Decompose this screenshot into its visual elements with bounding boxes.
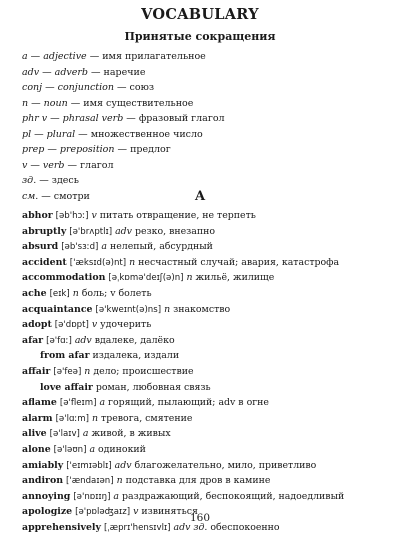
vocabulary-entry [22,411,394,427]
abbreviation-meaning: имя прилагательное [99,51,206,62]
definition: подставка для дров в камине [125,475,271,487]
abbreviation-term: phr v — phrasal verb — [22,113,136,124]
definition: раздражающий, беспокоящий, надоедливый [121,490,345,502]
definition: питать отвращение, не терпеть [99,210,256,221]
part-of-speech: a [99,397,106,409]
vocabulary-subentry [22,380,394,396]
transcription: [ə'laɪv] [49,429,80,440]
part-of-speech: adv зд. [173,521,208,533]
abbreviation-term: pl — plural — [22,128,88,140]
definition: роман, любовная связь [95,381,211,393]
definition: вдалеке, далёко [94,334,175,346]
abbreviations-heading: Принятые сокращения [124,30,276,43]
part-of-speech: n [92,412,99,424]
transcription: [əb'hɔː] [55,211,89,221]
abbreviation-line [22,80,392,96]
definition: боль; v болеть [81,287,152,299]
headword: alive [22,428,47,440]
abbreviation-line [22,111,392,127]
headword: andiron [22,475,64,487]
transcription: [ə'lɑːm] [55,413,90,424]
definition: живой, в живых [91,428,171,440]
transcription: [eɪk] [49,288,70,299]
abbreviation-term: conj — conjunction — [22,82,127,93]
abbreviation-meaning: множественное число [87,128,203,140]
headword: love affair [40,381,93,393]
part-of-speech: n [72,287,79,299]
part-of-speech: n [164,303,171,315]
abbreviation-line [22,49,392,65]
part-of-speech: adv [115,225,132,237]
vocabulary-entry [22,364,394,380]
page-number: 160 [189,512,211,524]
vocabulary-entry [22,333,394,349]
abbreviation-line [22,142,392,158]
headword: apprehensively [22,521,101,533]
abbreviation-term: n — noun — [22,97,81,109]
definition: одинокий [98,443,146,455]
definition: дело; происшествие [93,365,194,377]
headword: aflame [22,397,57,409]
headword: abruptly [22,225,67,237]
part-of-speech: adv [74,334,92,346]
headword: annoying [22,490,71,502]
vocabulary-entries [22,208,394,535]
part-of-speech: adv [114,459,132,471]
abbreviation-line [22,158,392,174]
headword: amiably [22,459,64,471]
transcription: ['æksɪd(ə)nt] [69,257,127,268]
part-of-speech: a [113,490,119,502]
abbreviation-term: см. — [22,190,51,202]
headword: ache [22,287,47,299]
section-letter: A [194,189,206,204]
definition: обеспокоенно [210,521,280,533]
vocabulary-entry [22,489,394,505]
part-of-speech: n [116,475,123,487]
headword: acquaintance [22,303,93,315]
headword: accommodation [22,272,106,284]
vocabulary-entry [22,442,394,458]
vocabulary-entry [22,317,394,333]
abbreviation-line [22,173,392,189]
vocabulary-entry [22,270,394,286]
definition: благожелательно, мило, приветливо [134,459,317,471]
abbreviation-term: зд. — [22,175,49,186]
abbreviation-term: adv — adverb — [22,66,101,78]
abbreviation-term: a — adjective — [22,51,100,62]
definition: несчастный случай; авария, катастрофа [138,256,340,268]
vocabulary-entry [22,239,394,255]
headword: apologize [22,506,73,518]
page-title: VOCABULARY [141,6,259,23]
definition: извиняться [141,506,198,518]
part-of-speech: a [82,428,89,440]
transcription: ['eɪmɪəblɪ] [66,460,112,471]
vocabulary-entry [22,208,394,224]
part-of-speech: v [133,506,139,518]
headword: abhor [22,210,53,221]
transcription: [ə'kweɪnt(ə)ns] [95,304,162,315]
definition: тревога, смятение [101,412,193,424]
abbreviation-meaning: имя существительное [80,97,194,109]
definition: нелепый, абсурдный [109,241,213,253]
vocabulary-subentry [22,348,394,364]
abbreviation-line [22,127,392,143]
definition: горящий, пылающий; adv в огне [108,397,269,409]
part-of-speech: n [84,365,91,377]
headword: afar [22,334,44,346]
abbreviation-meaning: глагол [77,159,114,171]
part-of-speech: a [89,443,96,455]
abbreviation-meaning: фразовый глагол [135,113,225,124]
transcription: ['ændaɪən] [66,476,114,487]
definition: знакомство [173,303,231,315]
definition: удочерить [100,319,152,331]
transcription: [ə'brʌptlɪ] [69,226,113,237]
headword: alarm [22,412,53,424]
abbreviation-term: v — verb — [22,159,78,171]
vocabulary-entry [22,224,394,240]
headword: adopt [22,319,52,331]
abbreviation-meaning: смотри [50,190,90,202]
abbreviation-meaning: здесь [48,175,79,186]
part-of-speech: n [129,256,136,268]
headword: accident [22,256,67,268]
vocabulary-entry [22,395,394,411]
abbreviations-list [22,49,392,204]
transcription: [ə'feə] [53,366,82,377]
vocabulary-entry [22,286,394,302]
abbreviation-meaning: наречие [100,66,146,78]
definition: издалека, издали [92,350,180,362]
vocabulary-entry [22,458,394,474]
vocabulary-entry [22,302,394,318]
headword: from afar [40,350,90,362]
part-of-speech: v [91,319,98,331]
abbreviation-line [22,96,392,112]
abbreviation-meaning: союз [126,82,155,93]
vocabulary-entry [22,255,394,271]
transcription: [ə'dɒpt] [54,320,89,331]
headword: alone [22,443,51,455]
part-of-speech: v [91,210,97,221]
transcription: [ə'pɒləʤaɪz] [75,507,131,518]
definition: резко, внезапно [134,225,216,237]
transcription: [əˌkɒmə'deɪʃ(ə)n] [108,273,184,284]
headword: affair [22,365,51,377]
transcription: [ə'ləʊn] [53,444,87,455]
vocabulary-entry [22,473,394,489]
transcription: [ə'fɑː] [46,335,72,346]
headword: absurd [22,241,59,253]
part-of-speech: a [101,241,107,253]
transcription: [ˌæprɪ'hensɪvlɪ] [103,522,171,533]
transcription: [ə'nɒɪɪŋ] [73,491,111,502]
abbreviation-line [22,65,392,81]
abbreviation-term: prep — preposition — [22,144,128,155]
definition: жильё, жилище [195,272,275,284]
abbreviation-meaning: предлог [127,144,171,155]
part-of-speech: n [186,272,193,284]
transcription: [ə'fleɪm] [59,398,97,409]
vocabulary-entry [22,426,394,442]
transcription: [əb'sɜːd] [61,242,99,253]
